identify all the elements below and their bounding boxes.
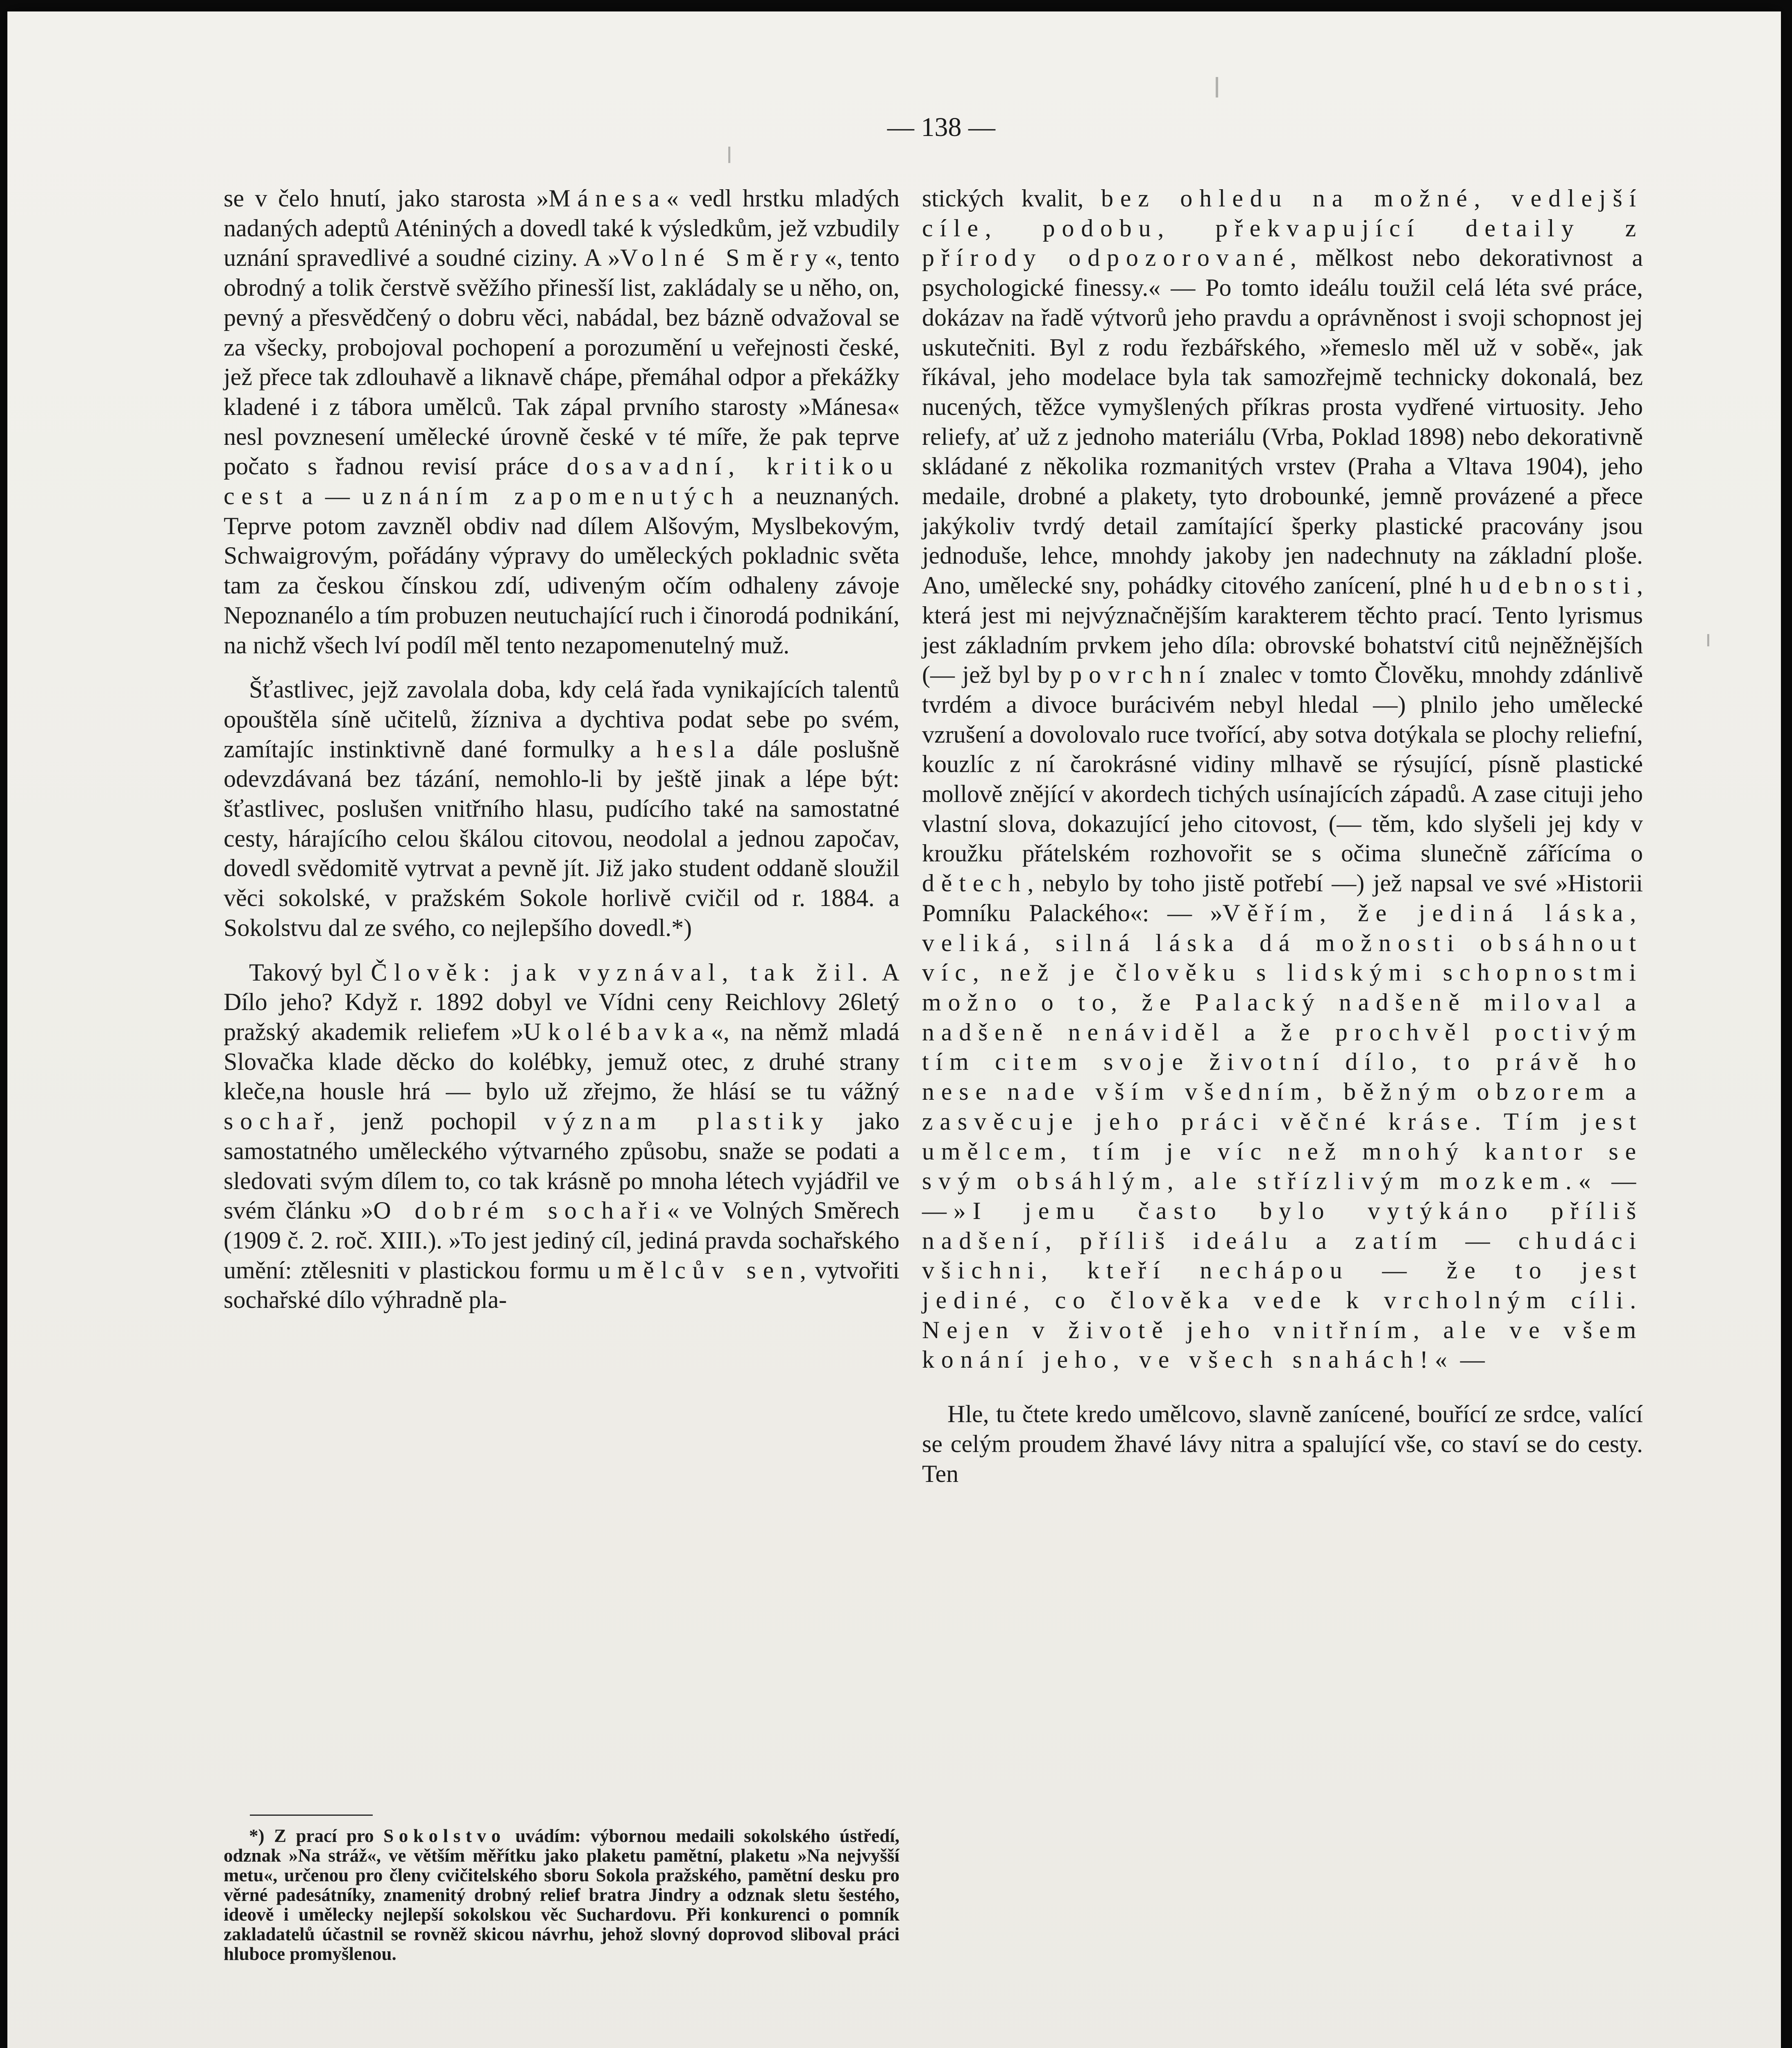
body-text: a neuznaných. Teprve potom zavzněl obdiv nad dílem Alšovým, Myslbekovým, Schwaigrovým, pořádány výpravy do uměleckých pokladnic světa tam za českou čínskou zdí, udiveným očím odhaleny závoje Nepoznanélo a tím probuzen neutuchající ruch i činorodá podnikání, na nichž všech lví podíl měl tento nezapomenutelný muž. [224,483,899,659]
spaced-emphasis-text: povrchní [1069,661,1212,689]
body-text: se v čelo hnutí, jako starosta » [224,185,549,212]
paragraph [224,958,899,1315]
footnote [224,1826,899,1964]
body-text: Hle, tu čtete kredo umělcovo, slavně zanícené, bouřící ze srdce, valící se celým proudem žhavé lávy nitra a spalující vše, co staví se do cesty. Ten [922,1400,1643,1487]
right-column [922,184,1643,1488]
scan-speck [1216,77,1218,97]
paragraph [224,184,899,660]
body-text: « ve Volných Směrech (1909 č. 2. roč. XIII.). »To jest jediný cíl, jediná pravda sochařského umění: ztělesniti v plastickou formu [224,1197,899,1284]
spaced-emphasis-text: umělcův sen [598,1256,800,1284]
body-text: «, na němž mladá Slovačka klade děcko do kolébky, jemuž otec, z druhé strany klečе,na housle hrá — bylo už zřejmo, že hlásí se tu vážný [224,1018,899,1105]
body-text: — [1454,1346,1485,1373]
spaced-emphasis-text: význam plastiky [544,1108,830,1135]
spaced-emphasis-text: dětech [922,870,1028,897]
body-text: *) Z prací pro [249,1826,384,1846]
paragraph [922,184,1643,1375]
spaced-emphasis-text: uznáním zapomenutých [362,483,741,510]
spaced-emphasis-text: sochař [224,1108,329,1135]
spaced-emphasis-text: O dobrém sochaři [373,1197,667,1224]
body-text: , nebylo by toho jistě potřebí —) jež napsal ve své »Historii Pomníku Palackého«: — » [922,870,1643,927]
page-number: — 138 — [887,112,995,142]
body-text: Šťastlivec, jejž zavolala doba, kdy celá řada vynikajících talentů opouštěla síně učitelů, žíznivа a dychtiva podat sebe po svém, zamítajíc instinktivně dané formulky a [224,676,899,763]
body-text: a — [289,483,362,510]
spaced-emphasis-text: hudebnosti [1460,572,1637,599]
body-text: jako samostatného uměleckého výtvarného způsobu, snaže se podati a sledovati svým dílem to, co tak krásně po mnoha létech vyjádřil ve svém článku » [224,1108,899,1224]
body-text: uvádím: výbornou medaili sokolského ústředí, odznak »Na stráž«, ve větším měřítku jako plaketu pamětní, plaketu »Na nejvyšší metu«, určenou pro členy cvičitelského sboru Sokola pražského, pamětní desku pro věrné padesátníky, znamenitý drobný relief bratra Jindry a odznak sletu šestého, ideově i umělecky nejlepší sokolskou věc Suchardovu. Při konkurenci o pomník zakladatelů účastnil se rovněž skicou návrhu, jehož slovný doprovod sliboval práci hluboce promyšlenou. [224,1826,900,1964]
body-text: «, tento obrodný a tolik čerstvě svěžího přinesší list, zakládaly se u něho, on, pevný a přesvědčený o dobru věci, nabádal, bez bázně odvažoval se za všecky, probojoval pochopení a porozumění u veřejnosti české, jež přece tak zdlouhavě a liknavě chápe, přemáhal odpor a překážky kladené i z tábora umělců. Tak zápal prvního starosty »Mánesa« nesl povznesení umělecké úrovně české v té míře, že pak teprve počato s řadnou revisí práce [224,244,899,480]
body-text: A Dílo jeho? Když r. 1892 dobyl ve Vídni ceny Reichlovy 26letý pražský akademik reliefem » [224,958,899,1045]
paragraph [224,675,899,942]
spaced-emphasis-text: hesla [656,735,741,763]
body-text: dále poslušně odevzdávaná bez tázání, nemohlo-li by ještě jinak a lépe být: šťastlivec, poslušen vnitřního hlasu, pudícího také na samostatné cesty, hárajícího celou škálou citovou, neodolal a jednou započav, dovedl svědomitě vytrvat a pevně jít. Již jako student oddaně sloužil věci sokolské, v pražském Sokole horlivě cvičil od r. 1884. a Sokolstvu dal ze svého, co nejlepšího dovedl.*) [224,735,899,941]
scan-speck [728,147,730,163]
body-text: , jenž pochopil [329,1108,544,1135]
spaced-emphasis-text: Člověk: jak vyznával, tak žil. [371,958,875,986]
left-column [224,184,899,1315]
spaced-emphasis-text: dosavadní, kritikou cest [224,453,899,510]
body-text: « vedl hrstku mladých nadaných adeptů Aténiných a dovedl také k výsledkům, jež vzbudily uznání spravedlivé a soudné ciziny. A » [224,185,899,272]
scan-speck [1707,634,1709,646]
scanned-page [7,11,1781,2048]
spaced-emphasis-text: Ukolébavka [523,1018,711,1045]
spaced-emphasis-text: bez ohledu na možné, vedlejší cíle, podobu, překvapující detaily z přírody odpozorované [922,185,1643,272]
body-text: Takový byl [249,958,371,986]
body-text: znalec v tomto Člověku, mnohdy zdánlivě tvrdém a divoce burácivém nebyl hledal —) plnilo jeho umělecké vzrušení a dovolovalo ruce tvořící, aby sotva dotýkala se plochy reliefní, kouzlíc z ní čarokrásné vidiny mlhavě se rýsující, písně plastické mollově znějící v akordech tichých usínajících západů. A zase cituji jeho vlastní slova, dokazující jeho citovost, (— těm, kdo slyšeli jej kdy v kroužku přátelském rozhovořit se s očima slunečně zářícíma o [922,661,1643,867]
body-text: , mělkost nebo dekorativnost a psychologické finessy.« — Po tomto ideálu toužil celá léta své práce, dokázav na řadě výtvorů jeho pravdu a oprávněnost i svoji schopnost jej uskutečniti. Byl z rodu řezbářského, »řemeslo měl už v sobě«, jak říkával, jeho modelace byla tak samozřejmě technicky dokonalá, bez nucených, těžce vymyšlených příkras prosta vydřené virtuosity. Jeho reliefy, ať už z jednoho materiálu (Vrba, Poklad 1898) nebo dekorativně skládané z několika rozmanitých vrstev (Praha a Vltava 1904), jeho medaile, drobné a plakety, tyto drobounké, jemně provázené a přece jakýkoliv tvrdý detail zamítající šperky plastické pracovány jsou jednoduše, lehce, mnohdy jakoby jen nadechnuty na základní ploše. Ano, umělecké sny, pohádky citového zanícení, plné [922,244,1643,599]
paragraph [922,1399,1643,1488]
body-text: stických kvalit, [922,185,1101,212]
spaced-emphasis-text: Volné Směry [620,244,825,272]
spaced-emphasis-text: Věřím, že jediná láska, veliká, silná láska dá možnosti obsáhnout víc, než je člověku s lidskými schopnostmi možno o to, že Palacký nadšeně miloval a nadšeně nenáviděl a že prochvěl poctivým tím citem svoje životní dílo, to právě ho nese nade vším všedním, běžným obzorem a zasvěcuje jeho práci věčné krásе. Tím jest umělcem, tím je víc než mnohý kantor se svým obsáhlým, ale střízlivým mozkem.« — —»I jemu často bylo vytýkáno příliš nadšení, příliš ideálu a zatím — chudáci všichni, kteří nechápou — že to jest jediné, co člověka vede k vrcholným cíli. Nejen v životě jeho vnitřním, ale ve všem konání jeho, ve všech snahách!« [922,899,1643,1373]
spaced-emphasis-text: Sokolstvo [383,1826,506,1846]
body-text: , která jest mi nejvýznačnějším karakterem těchto prací. Tento lyrismus jest základním prvkem jeho díla: obrovské bohatství citů nejněžnějších (— jež byl by [922,572,1643,689]
body-text: , vytvořiti sochařské dílo výhradně pla- [224,1256,899,1314]
footnote-separator [250,1815,373,1816]
spaced-emphasis-text: Mánesa [548,185,666,212]
